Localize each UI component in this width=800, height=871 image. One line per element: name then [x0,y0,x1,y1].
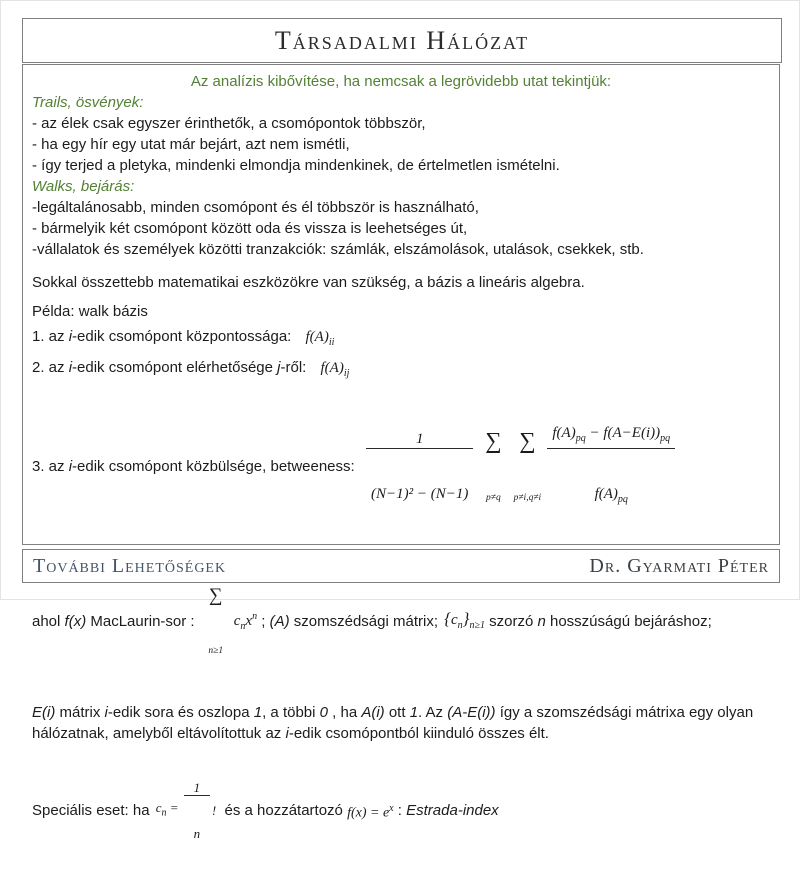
trails-item: - így terjed a pletyka, mindenki elmondja mindenkinek, de értelmetlen ismételni. [32,157,560,174]
maclaurin-n: n [537,613,546,630]
math-intro: Sokkal összettebb matematikai eszközökre van szükség, a bázis a lineáris algebra. [32,274,585,291]
item2-formula: $f(A)_{ij}$ [320,360,350,379]
walks-item: -legáltalánosabb, minden csomópont és él többször is használható, [32,199,479,216]
sum-symbol: ∑ p≠i,q≠i [513,428,542,503]
footer-bar [22,549,780,583]
maclaurin-text: szomszédsági mátrix; [289,613,443,630]
title-bar [22,18,782,63]
walks-heading: Walks, bejárás: [32,178,135,195]
maclaurin-text: MacLaurin-sor : [86,613,199,630]
special-text: Speciális eset: ha [32,802,154,819]
maclaurin-term: $c_nx^n$ [233,611,258,632]
sum-symbol: ∑ p≠q [485,428,502,503]
item3-text: -edik csomópont közbülsége, betweeness: [72,458,364,475]
maclaurin-text: hosszúságú bejáráshoz; [545,613,712,630]
numbered-item-2 [32,357,770,384]
example-label: Példa: walk bázis [32,303,148,320]
item2-var-i: i [68,359,73,376]
walks-item: - bármelyik két csomópont között oda és vissza is leehetséges út, [32,220,468,237]
numbered-item-1 [32,326,770,353]
walks-item: -vállalatok és személyek közötti tranzakciók: számlák, elszámolások, utalások, csekkek, stb. [32,241,644,258]
numbered-item-3 [32,388,770,545]
item2-text: -edik csomópont elérhetősége [72,359,278,376]
maclaurin-text: szorzó [484,613,538,630]
item3-text: 3. az [32,458,69,475]
item3-var-i: i [68,458,73,475]
fx-exp: $f(x) = e^x$ [347,802,394,821]
ei-var-i: i [104,704,108,721]
item1-text: 1. az [32,328,69,345]
item1-formula: $f(A)_{ii}$ [305,329,335,348]
maclaurin-A: (A) [269,613,290,630]
item2-text: 2. az [32,359,69,376]
slide-title: Társadalmi Hálózat [274,25,530,55]
sum-symbol: ∑ n≥1 [208,585,224,656]
factorial: ! [211,803,217,818]
special-case-line [32,750,770,871]
maclaurin-text: ahol [32,613,65,630]
trails-item: - az élek csak egyszer érinthetők, a csomópontok többször, [32,115,426,132]
footer-right-text: Dr. Gyarmati Péter [589,554,769,577]
coefficient-set: $\{c_n\}_{n\ge 1}$ [444,608,485,631]
item1-text: -edik csomópont központossága: [72,328,292,345]
item2-var-j: j [277,359,281,376]
trails-heading: Trails, ösvények: [32,94,144,111]
ei-AEi: (A-E(i)) [447,704,496,721]
trails-item: - ha egy hír egy utat már bejárt, azt nem ismétli, [32,136,350,153]
item2-text: -ről: [280,359,307,376]
one-over-n: $\frac{1}{n}$ [184,750,210,871]
item1-var-i: i [68,328,73,345]
subtitle: Az analízis kibővítése, ha nemcsak a legrövidebb utat tekintjük: [190,73,612,90]
maclaurin-text: ; [257,613,270,630]
betweenness-ratio: $\frac{f(A)_{pq} - f(A-E(i))_{pq}}{f(A)_{pq}}$ [547,388,675,545]
ei-Ai: A(i) [361,704,385,721]
special-text: és a hozzátartozó [216,802,348,819]
betweenness-prefactor: $\frac{1}{\text{(N−1)² − (N−1)}}$ [366,394,473,539]
ei-paragraph: E(i) mátrix i-edik sora és oszlopa 1, a többi 0 , ha A(i) ott 1. Az (A-E(i)) így a szomszédsági mátrixa egy olyan hálózatnak, amelyből eltávolítottuk az i-edik csomópontból kiinduló összes élt. [32,704,754,742]
cn-symbol: $c_n$ = [155,800,182,819]
maclaurin-fx: f(x) [64,613,87,630]
special-text: : [393,802,407,819]
footer-left-text: További Lehetőségek [33,554,227,577]
estrada-label: Estrada-index [406,802,499,819]
ei-E: E(i) [32,704,56,721]
